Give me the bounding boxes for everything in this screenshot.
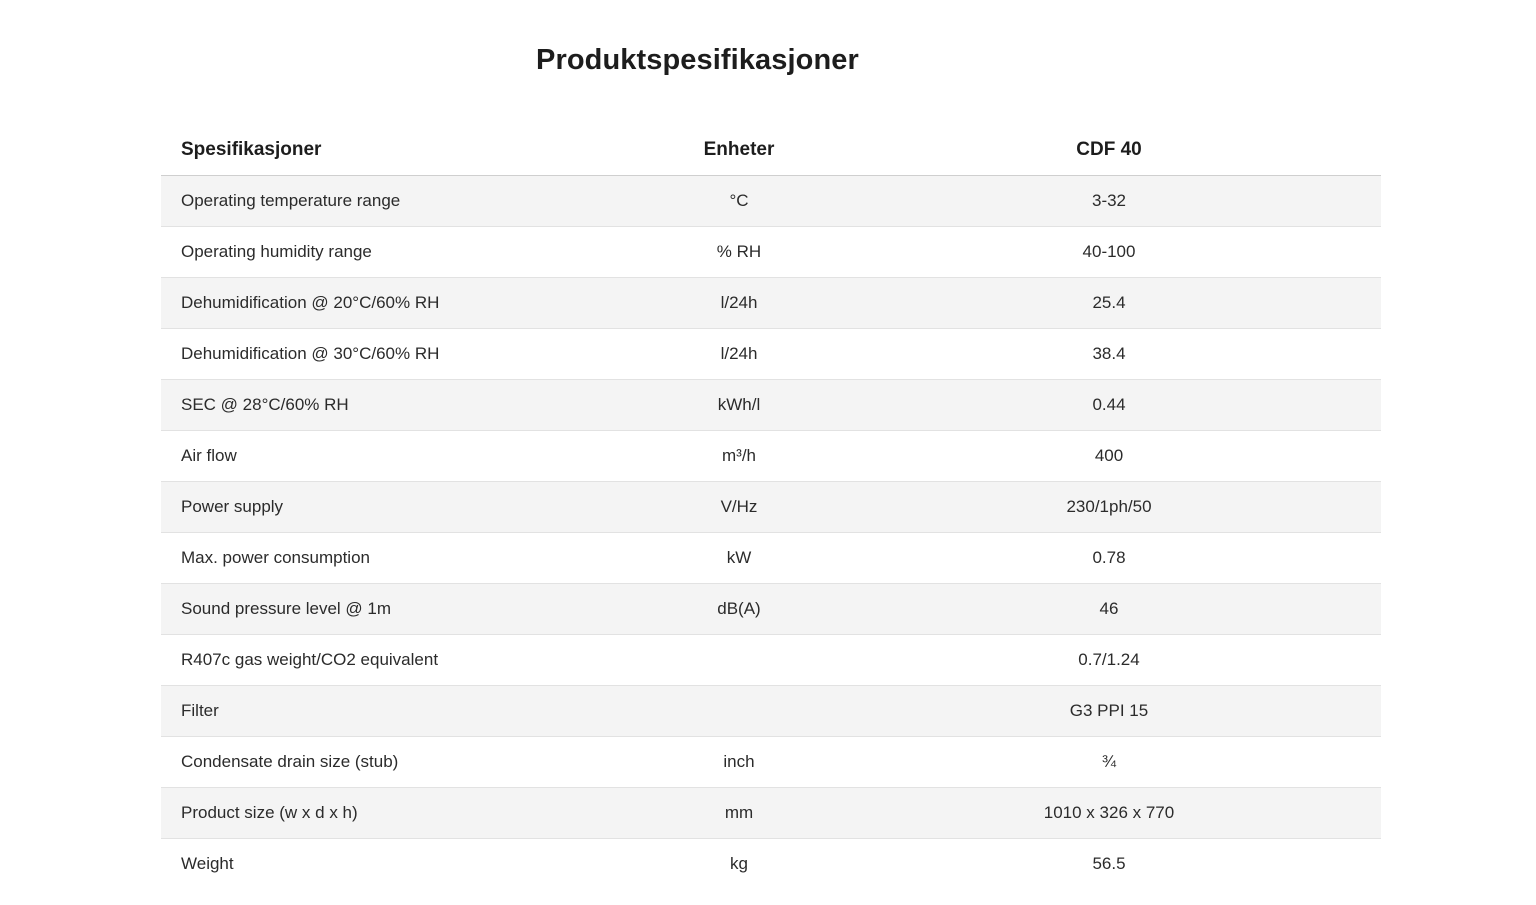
unit-cell: inch [641,737,837,788]
value-cell: 46 [837,584,1381,635]
value-cell: 400 [837,431,1381,482]
header-value: CDF 40 [837,124,1381,176]
value-cell: 38.4 [837,329,1381,380]
value-cell: 0.78 [837,533,1381,584]
unit-cell: l/24h [641,329,837,380]
table-row [161,635,1381,686]
value-cell: 1010 x 326 x 770 [837,788,1381,839]
unit-cell: kg [730,854,748,873]
value-cell: ¾ [837,737,1381,788]
value-cell: G3 PPI 15 [837,686,1381,737]
unit-cell: °C [641,176,837,227]
table-row [161,176,1381,227]
header-unit: Enheter [641,124,837,176]
table-row [161,686,1381,737]
unit-cell: l/24h [641,278,837,329]
value-cell: 0.44 [837,380,1381,431]
spec-cell: Condensate drain size (stub) [161,737,641,788]
unit-cell: V/Hz [641,482,837,533]
spec-cell: R407c gas weight/CO2 equivalent [161,635,641,686]
unit-cell: % RH [641,227,837,278]
table-row [161,584,1381,635]
unit-cell: mm [641,788,837,839]
spec-cell: Product size (w x d x h) [161,788,641,839]
table-row [161,431,1381,482]
unit-cell: kW [641,533,837,584]
spec-cell: Dehumidification @ 30°C/60% RH [161,329,641,380]
table-header-row [161,124,1381,176]
value-cell: 25.4 [837,278,1381,329]
page-title: Produktspesifikasjoner [536,44,859,76]
value-cell: 40-100 [837,227,1381,278]
spec-cell: Max. power consumption [161,533,641,584]
unit-cell: dB(A) [641,584,837,635]
spec-cell: Air flow [161,431,641,482]
table-row [161,278,1381,329]
header-spec: Spesifikasjoner [161,124,641,176]
table-row [161,839,1381,890]
value-cell: 0.7/1.24 [837,635,1381,686]
spec-table [161,124,1381,889]
table-row [161,380,1381,431]
unit-cell: m³/h [641,431,837,482]
value-cell: 230/1ph/50 [837,482,1381,533]
value-cell: 3-32 [837,176,1381,227]
table-row [161,482,1381,533]
table-row [161,788,1381,839]
unit-cell [641,635,837,686]
table-row [161,737,1381,788]
spec-cell: Operating humidity range [161,227,641,278]
unit-cell: kWh/l [641,380,837,431]
spec-cell: Power supply [161,482,641,533]
table-row [161,533,1381,584]
spec-cell: Operating temperature range [161,176,641,227]
spec-cell: SEC @ 28°C/60% RH [161,380,641,431]
unit-cell [641,686,837,737]
spec-cell: Weight [181,854,234,873]
spec-cell: Filter [161,686,641,737]
table-row [161,329,1381,380]
value-cell: 56.5 [1092,854,1126,873]
table-row [161,227,1381,278]
spec-cell: Sound pressure level @ 1m [161,584,641,635]
spec-cell: Dehumidification @ 20°C/60% RH [161,278,641,329]
